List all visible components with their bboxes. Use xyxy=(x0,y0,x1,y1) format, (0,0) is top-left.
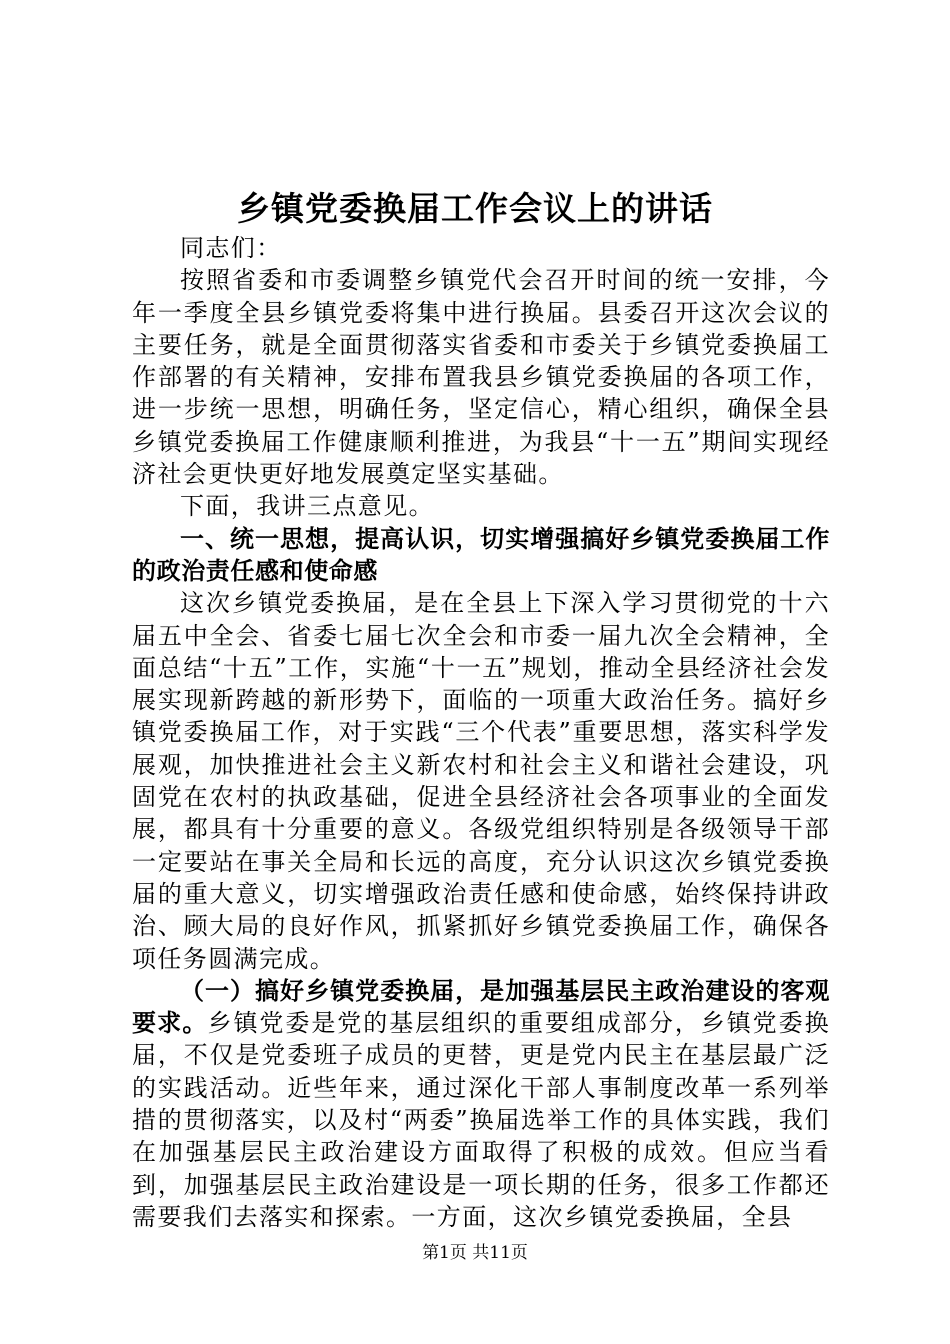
document-body xyxy=(132,232,830,1233)
paragraph-section-1: 这次乡镇党委换届，是在全县上下深入学习贯彻党的十六届五中全会、省委七届七次全会和市委一届九次全会精神，全面总结“十五”工作，实施“十一五”规划，推动全县经济社会发展实现新跨越的新形势下，面临的一项重大政治任务。搞好乡镇党委换届工作，对于实践“三个代表”重要思想，落实科学发展观，加快推进社会主义新农村和社会主义和谐社会建设，巩固党在农村的执政基础，促进全县经济社会各项事业的全面发展，都具有十分重要的意义。各级党组织特别是各级领导干部一定要站在事关全局和长远的高度，充分认识这次乡镇党委换届的重大意义，切实增强政治责任感和使命感，始终保持讲政治、顾大局的良好作风，抓紧抓好乡镇党委换届工作，确保各项任务圆满完成。 xyxy=(132,589,830,973)
page-footer: 第1页 共11页 xyxy=(422,1243,528,1263)
section-heading-1: 一、统一思想，提高认识，切实增强搞好乡镇党委换届工作的政治责任感和使命感 xyxy=(132,524,830,585)
subsection-1 xyxy=(132,975,830,1233)
document-title: 乡镇党委换届工作会议上的讲话 xyxy=(237,189,713,228)
paragraph-intro: 按照省委和市委调整乡镇党代会召开时间的统一安排，今年一季度全县乡镇党委将集中进行换届。县委召开这次会议的主要任务，就是全面贯彻落实省委和市委关于乡镇党委换届工作部署的有关精神，安排布置我县乡镇党委换届的各项工作，进一步统一思想，明确任务，坚定信心，精心组织，确保全县乡镇党委换届工作健康顺利推进，为我县“十一五”期间实现经济社会更快更好地发展奠定坚实基础。 xyxy=(132,266,830,489)
subsection-1-heading: （一）搞好乡镇党委换届，是加强基层民主政治建设的客观要求。 xyxy=(132,976,830,1038)
salutation: 同志们： xyxy=(180,234,282,262)
paragraph-outline: 下面，我讲三点意见。 xyxy=(180,492,434,521)
subsection-1-body: 乡镇党委是党的基层组织的重要组成部分，乡镇党委换届，不仅是党委班子成员的更替，更是党内民主在基层最广泛的实践活动。近些年来，通过深化干部人事制度改革一系列举措的贯彻落实，以及村“两委”换届选举工作的具体实践，我们在加强基层民主政治建设方面取得了积极的成效。但应当看到，加强基层民主政治建设是一项长期的任务，很多工作都还需要我们去落实和探索。一方面，这次乡镇党委换届，全县 xyxy=(132,1009,830,1231)
